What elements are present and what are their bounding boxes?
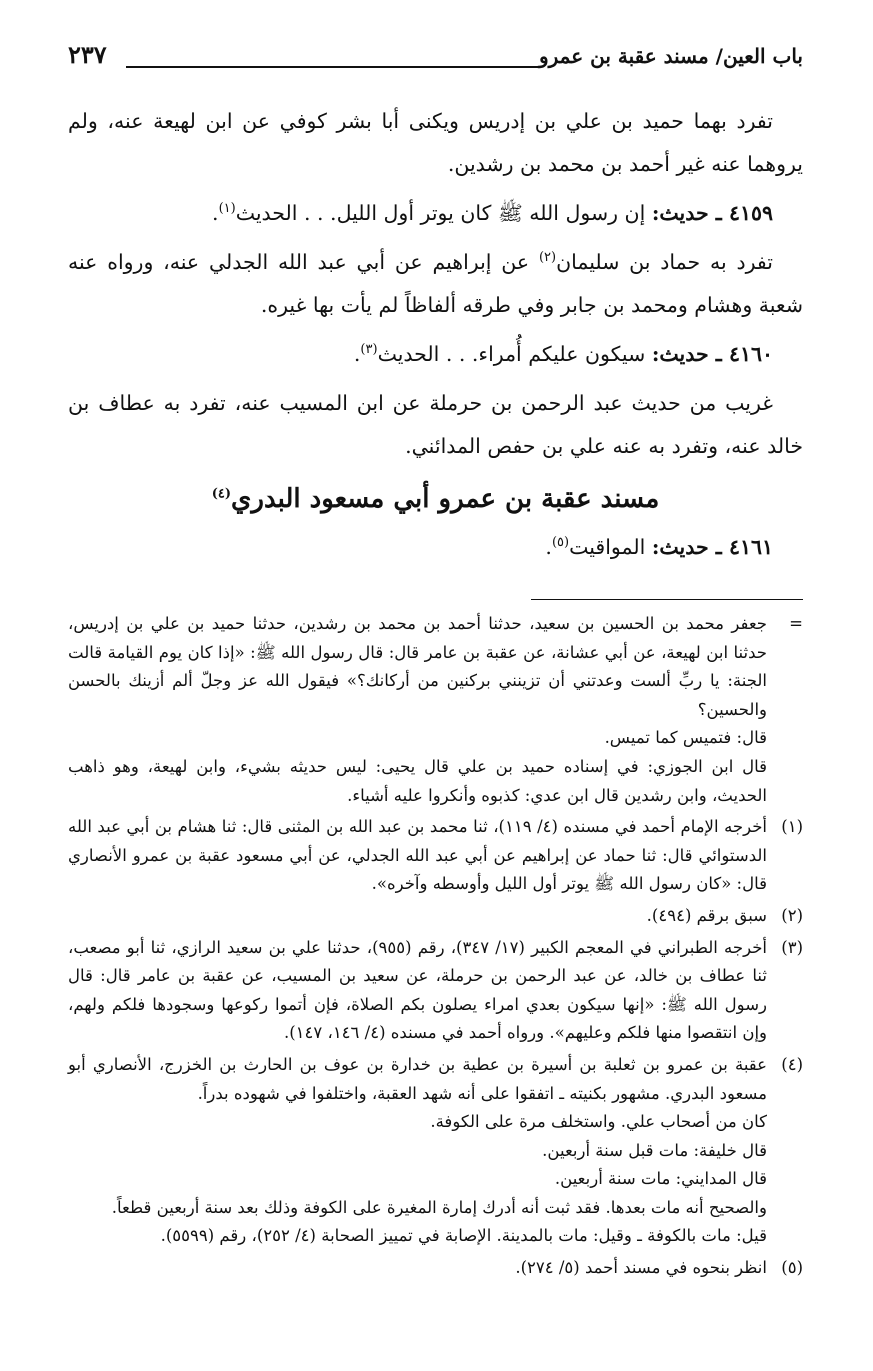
footnote-line: أخرجه الإمام أحمد في مسنده (٤/ ١١٩)، ثنا محمد بن عبد الله بن المثنى قال: ثنا هشام بن أبي عبد الله الدستوائي قال: ثنا حماد عن إبراهيم عن أبي عبد الله الجدلي، عن أبي مسعود عقبة بن عمرو الأنصاري قال: «كان رسول الله ﷺ يوتر أول الليل وأوسطه وآخره». (68, 817, 767, 894)
main-text (68, 100, 803, 569)
footnote (68, 1254, 803, 1283)
footnote (68, 934, 803, 1048)
footnote-line: قال المدايني: مات سنة أربعين. (554, 1169, 767, 1189)
footnote-divider (531, 599, 803, 600)
footnote-marker: (١) (781, 817, 803, 837)
footnote (68, 902, 803, 931)
hadith-4159 (68, 192, 803, 235)
footnote (68, 813, 803, 899)
footnote-line: جعفر محمد بن الحسين بن سعيد، حدثنا أحمد بن محمد بن رشدين، حدثنا حميد بن علي بن إدريس، حدثنا ابن لهيعة، عن أبي عشانة، عن عقبة بن عامر قال: قال رسول الله ﷺ: «إذا كان يوم القيامة قالت الجنة: يا ربِّ ألست وعدتني أن تزينني بركنين من أركانك؟» فيقول الله عز وجلّ ألم أزينك بالحسن والحسين؟ (68, 614, 767, 719)
footnote-line: كان من أصحاب علي. واستخلف مرة على الكوفة. (430, 1112, 767, 1132)
footnote-line: قيل: مات بالكوفة ـ وقيل: مات بالمدينة. الإصابة في تمييز الصحابة (٤/ ٢٥٢)، رقم (٥٥٩٩). (160, 1226, 767, 1246)
footnote-marker: (٣) (781, 937, 803, 957)
footnote-line: قال خليفة: مات قبل سنة أربعين. (542, 1140, 767, 1160)
footnote-body (68, 1051, 767, 1251)
footnotes (68, 610, 803, 1283)
hadith-text: سيكون عليكم أُمراء. . . الحديث (377, 342, 646, 366)
footnote-marker: (٥) (781, 1258, 803, 1278)
paragraph-2 (68, 241, 803, 327)
header-title: باب العين/ مسند عقبة بن عمرو (538, 44, 803, 68)
section-heading (68, 476, 803, 522)
footnote-marker: (٢) (781, 905, 803, 925)
hadith-end: . (212, 201, 219, 225)
hadith-number: ٤١٦٠ ـ حديث: (651, 342, 773, 366)
hadith-number: ٤١٦١ ـ حديث: (651, 535, 773, 559)
footnote-line: أخرجه الطبراني في المعجم الكبير (١٧/ ٣٤٧)، رقم (٩٥٥)، حدثنا علي بن سعيد الرازي، ثنا أبو مصعب، ثنا عطاف بن خالد، عن عبد الرحمن بن حرملة، عن سعيد بن المسيب، عن عقبة بن عامر قال: قال رسول الله ﷺ: «إنها سيكون بعدي امراء يصلون بكم الصلاة، فإن أتموا ركوعها وسجودها فلكم ولهم، وإن انتقصوا منها فلكم وعليهم». ورواه أحمد في مسنده (٤/ ١٤٦، ١٤٧). (68, 937, 767, 1043)
hadith-number: ٤١٥٩ ـ حديث: (651, 201, 773, 225)
header-rule (126, 66, 541, 68)
footnote (68, 610, 803, 810)
footnote-line: سبق برقم (٤٩٤). (646, 905, 767, 925)
paragraph-2-rest: عن إبراهيم عن أبي عبد الله الجدلي عنه، ورواه عنه شعبة وهشام ومحمد بن جابر وفي طرقه ألفاظاً لم يأت بها غيره. (68, 250, 803, 317)
footnote-ref: (٣) (360, 342, 378, 358)
footnote-marker: (٤) (781, 1054, 803, 1074)
section-title: مسند عقبة بن عمرو أبي مسعود البدري (231, 484, 660, 514)
footnote-body (68, 1254, 767, 1283)
footnote-body (68, 902, 767, 931)
footnote-body (68, 813, 767, 899)
paragraph-2-start: تفرد به حماد بن سليمان (556, 250, 773, 274)
hadith-4160 (68, 333, 803, 376)
paragraph-3: غريب من حديث عبد الرحمن بن حرملة عن ابن المسيب عنه، تفرد به عطاف بن خالد عنه، وتفرد به عنه علي بن حفص المدائني. (68, 391, 803, 458)
hadith-4161 (68, 526, 803, 569)
page-number: ٢٣٧ (68, 40, 107, 69)
footnote-body (68, 610, 767, 810)
footnote-line: والصحيح أنه مات بعدها. فقد ثبت أنه أدرك إمارة المغيرة على الكوفة وذلك بعد سنة أربعين قطعاً. (111, 1197, 767, 1217)
hadith-end: . (353, 342, 361, 366)
footnote-marker: = (789, 614, 803, 633)
paragraph-1: تفرد بهما حميد بن علي بن إدريس ويكنى أبا بشر كوفي عن ابن لهيعة عنه، ولم يروهما عنه غير أحمد بن محمد بن رشدين. (68, 109, 803, 176)
footnote-ref: (٢) (538, 250, 557, 266)
hadith-text: إن رسول الله ﷺ كان يوتر أول الليل. . . الحديث (235, 201, 646, 225)
footnote-ref: (٤) (211, 486, 232, 502)
running-header (68, 36, 803, 82)
footnote-line: عقبة بن عمرو بن ثعلبة بن أسيرة بن عطية بن خدارة بن عوف بن الحارث بن الخزرج، الأنصاري أبو مسعود البدري. مشهور بكنيته ـ اتفقوا على أنه شهد العقبة، واختلفوا في شهوده بدراً. (68, 1054, 767, 1103)
footnote-line: قال ابن الجوزي: في إسناده حميد بن علي قال يحيى: ليس حديثه بشيء، وابن لهيعة، وهو ذاهب الحديث، وابن رشدين قال ابن عدي: كذبوه وأنكروا عليه أشياء. (68, 756, 767, 805)
footnote-ref: (١) (218, 201, 236, 217)
footnote-body (68, 934, 767, 1048)
footnote (68, 1051, 803, 1251)
hadith-text: المواقيت (569, 535, 646, 559)
footnote-line: انظر بنحوه في مسند أحمد (٥/ ٢٧٤). (515, 1258, 767, 1278)
footnote-ref: (٥) (551, 535, 570, 551)
footnote-line: قال: فتميس كما تميس. (604, 728, 767, 748)
hadith-end: . (545, 535, 552, 559)
